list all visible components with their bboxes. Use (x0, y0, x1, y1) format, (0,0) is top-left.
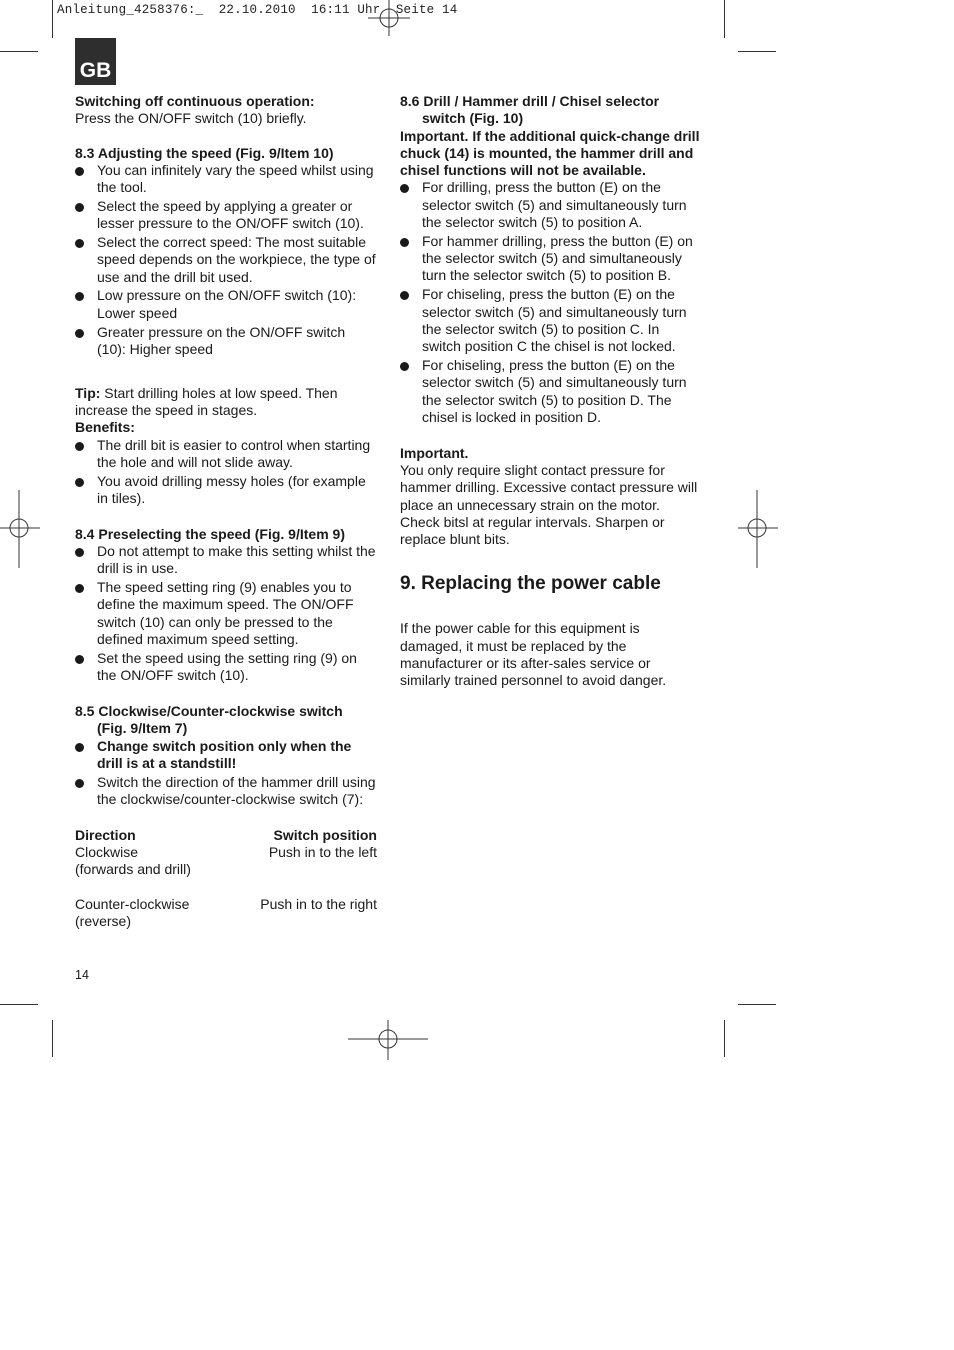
table-cell: Clockwise (75, 843, 139, 860)
paragraph: You only require slight contact pressure for hammer drilling. Excessive contact pressure will place an unnecessary strain on the motor. Check bitsl at regular intervals. Sharpen or replace blunt bits. (400, 461, 698, 548)
list-item: You can infinitely vary the speed whilst using the tool. (75, 162, 377, 197)
bullet-icon (400, 238, 409, 247)
bullet-icon (75, 655, 84, 664)
important-note: Important. If the additional quick-change drill chuck (14) is mounted, the hammer drill and chisel functions will not be available. (400, 127, 700, 179)
section-title: 8.3 Adjusting the speed (Fig. 9/Item 10) (75, 144, 334, 161)
crop-mark (0, 1004, 38, 1005)
page-number: 14 (75, 968, 89, 982)
table-cell: Push in to the left (268, 843, 377, 860)
list-item: Select the correct speed: The most suitable speed depends on the workpiece, the type of use and the drill bit used. (75, 234, 377, 286)
bullet-icon (400, 291, 409, 300)
registration-mark-icon (368, 0, 410, 36)
registration-mark-icon (738, 490, 778, 568)
paragraph: If the power cable for this equipment is damaged, it must be replaced by the manufacturer or its after-sales service or similarly trained personnel to avoid danger. (400, 620, 667, 689)
table-header-position: Switch position (273, 826, 377, 843)
section-title: Switching off continuous operation: (75, 93, 315, 109)
table-row (75, 896, 377, 913)
list-item: Set the speed using the setting ring (9) on the ON/OFF switch (10). (75, 650, 377, 685)
list-item: The speed setting ring (9) enables you to define the maximum speed. The ON/OFF switch (10) can only be pressed to the defined maximum speed setting. (75, 579, 377, 648)
crop-mark (738, 51, 776, 52)
crop-mark (0, 51, 38, 52)
bullet-icon (75, 203, 84, 212)
paragraph: Press the ON/OFF switch (10) briefly. (75, 110, 307, 127)
left-column (75, 93, 377, 930)
print-slug: Anleitung_4258376:_ 22.10.2010 16:11 Uhr Seite 14 (57, 3, 458, 17)
list-item: For chiseling, press the button (E) on the selector switch (5) and simultaneously turn the selector switch (5) to position C. In switch position C the chisel is not locked. (400, 286, 700, 355)
crop-mark (738, 1004, 776, 1005)
list-item: You avoid drilling messy holes (for example in tiles). (75, 473, 377, 508)
chapter-heading: 9. Replacing the power cable (400, 573, 661, 595)
bullet-icon (400, 362, 409, 371)
bullet-icon (75, 329, 84, 338)
section-title: Important. (400, 444, 469, 461)
list-item: For chiseling, press the button (E) on the selector switch (5) and simultaneously turn the selector switch (5) to position D. The chisel is locked in position D. (400, 357, 700, 426)
bullet-icon (75, 584, 84, 593)
bullet-icon (75, 743, 84, 752)
crop-mark (724, 1020, 725, 1057)
list-item: Do not attempt to make this setting whilst the drill is in use. (75, 543, 377, 578)
list-item: Select the speed by applying a greater or lesser pressure to the ON/OFF switch (10). (75, 198, 377, 233)
table-cell: Push in to the right (260, 895, 377, 912)
bullet-icon (75, 478, 84, 487)
section-title: 8.5 Clockwise/Counter-clockwise switch (75, 702, 343, 719)
list-item: Change switch position only when the drill is at a standstill! (75, 738, 377, 773)
tip-label: Tip: (75, 384, 101, 401)
list-item: Greater pressure on the ON/OFF switch (10): Higher speed (75, 324, 377, 359)
language-badge: GB (75, 38, 116, 85)
bullet-icon (75, 167, 84, 176)
table-cell: (forwards and drill) (75, 861, 191, 878)
list-item: For drilling, press the button (E) on the selector switch (5) and simultaneously turn the selector switch (5) to position A. (400, 179, 700, 231)
section-title: 8.4 Preselecting the speed (Fig. 9/Item 9) (75, 525, 345, 542)
crop-mark (724, 0, 725, 38)
section-title: Benefits: (75, 419, 135, 436)
bullet-icon (75, 292, 84, 301)
registration-mark-icon (0, 490, 40, 568)
tip-text: Start drilling holes at low speed. Then increase the speed in stages. (75, 384, 338, 418)
table-header (75, 827, 377, 844)
tip-paragraph (75, 385, 377, 420)
bullet-icon (75, 442, 84, 451)
crop-mark (52, 1020, 53, 1057)
list-item: For hammer drilling, press the button (E) on the selector switch (5) and simultaneously turn the selector switch (5) to position B. (400, 233, 700, 285)
registration-mark-icon (348, 1020, 428, 1060)
section-title-continued: (Fig. 9/Item 7) (97, 720, 188, 737)
right-column (400, 93, 700, 690)
bullet-icon (75, 548, 84, 557)
table-row (75, 844, 377, 861)
bullet-icon (75, 239, 84, 248)
table-header-direction: Direction (75, 826, 136, 843)
list-item: Low pressure on the ON/OFF switch (10): Lower speed (75, 287, 377, 322)
section-title-continued: switch (Fig. 10) (422, 110, 524, 127)
table-cell: (reverse) (75, 912, 132, 929)
bullet-icon (75, 779, 84, 788)
direction-table (75, 827, 377, 930)
bullet-icon (400, 184, 409, 193)
list-item: Switch the direction of the hammer drill using the clockwise/counter-clockwise switch (7): (75, 774, 377, 809)
crop-mark (52, 0, 53, 38)
list-item: The drill bit is easier to control when starting the hole and will not slide away. (75, 437, 377, 472)
table-cell: Counter-clockwise (75, 895, 190, 912)
section-title: 8.6 Drill / Hammer drill / Chisel selector (400, 93, 660, 109)
